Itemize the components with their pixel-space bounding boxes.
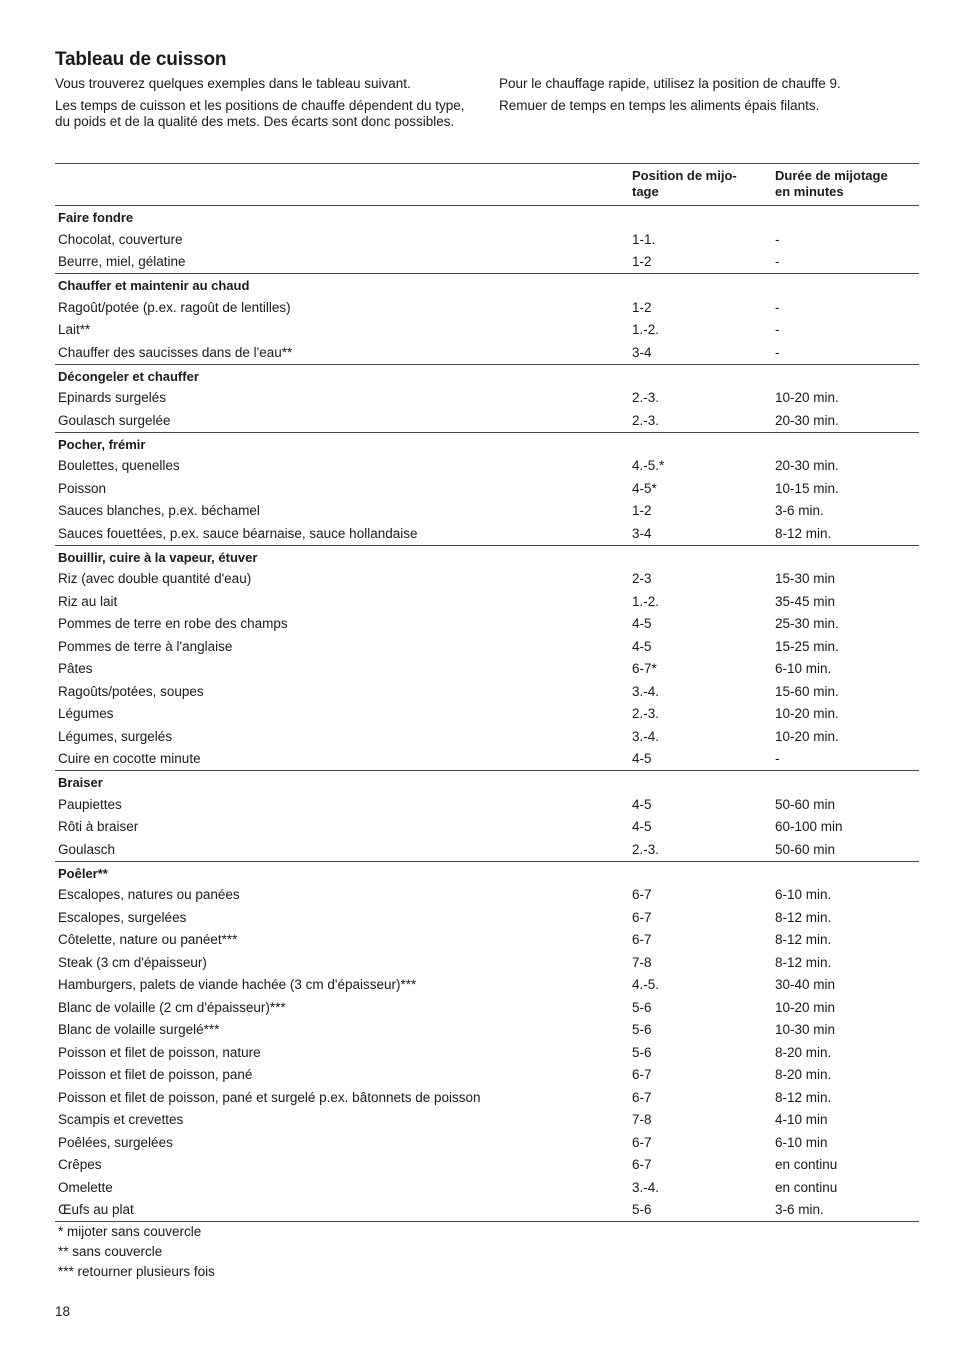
table-row [55, 658, 919, 681]
food-cell: Sauces fouettées, p.ex. sauce béarnaise, sauce hollandaise [58, 525, 418, 541]
duration-cell: 6-10 min [775, 1134, 828, 1150]
duration-cell: - [775, 751, 780, 767]
position-cell: 6-7 [632, 1134, 652, 1150]
position-cell: 5-6 [632, 999, 652, 1015]
section-title: Pocher, frémir [55, 432, 919, 455]
table-row [55, 635, 919, 658]
section-title: Poêler** [55, 861, 919, 884]
duration-cell: 8-12 min. [775, 1089, 832, 1105]
section-row [55, 364, 919, 387]
position-cell: 2.-3. [632, 706, 660, 722]
table-row [55, 228, 919, 251]
food-cell: Goulasch surgelée [58, 412, 171, 428]
food-cell: Côtelette, nature ou panéet*** [58, 932, 238, 948]
food-cell: Poisson [58, 480, 107, 496]
position-cell: 4.-5. [632, 977, 660, 993]
intro-right [499, 76, 919, 120]
table-row [55, 477, 919, 500]
table-row [55, 296, 919, 319]
table-row [55, 680, 919, 703]
position-cell: 1.-2. [632, 322, 660, 338]
food-cell: Cuire en cocotte minute [58, 751, 201, 767]
page-number: 18 [55, 1304, 71, 1319]
intro-paragraph: Vous trouverez quelques exemples dans le tableau suivant. [55, 76, 411, 91]
position-cell: 2.-3. [632, 841, 660, 857]
food-cell: Chauffer des saucisses dans de l'eau** [58, 344, 293, 360]
duration-cell: 8-12 min. [775, 954, 832, 970]
table-row [55, 1154, 919, 1177]
section-row [55, 545, 919, 568]
duration-cell: 15-25 min. [775, 638, 839, 654]
position-cell: 5-6 [632, 1044, 652, 1060]
duration-cell: 30-40 min [775, 977, 836, 993]
section-title: Chauffer et maintenir au chaud [55, 274, 919, 297]
food-cell: Escalopes, natures ou panées [58, 887, 240, 903]
footnote: *** retourner plusieurs fois [58, 1263, 215, 1279]
position-cell: 3.-4. [632, 1179, 660, 1195]
table-row [55, 1199, 919, 1222]
table-row [55, 793, 919, 816]
cooking-table [55, 163, 919, 1222]
position-cell: 2.-3. [632, 390, 660, 406]
duration-cell: 10-20 min [775, 999, 836, 1015]
table-row [55, 725, 919, 748]
food-cell: Boulettes, quenelles [58, 458, 180, 474]
food-cell: Légumes [58, 706, 114, 722]
position-cell: 1-2 [632, 254, 652, 270]
page-title: Tableau de cuisson [55, 49, 227, 70]
position-cell: 4.-5.* [632, 458, 665, 474]
duration-cell: 8-20 min. [775, 1044, 832, 1060]
position-cell: 4-5 [632, 638, 652, 654]
food-cell: Sauces blanches, p.ex. béchamel [58, 503, 260, 519]
duration-cell: 6-10 min. [775, 661, 832, 677]
table-row [55, 251, 919, 274]
duration-cell: 10-30 min [775, 1022, 836, 1038]
table-row [55, 319, 919, 342]
food-cell: Pommes de terre en robe des champs [58, 616, 288, 632]
food-cell: Riz (avec double quantité d'eau) [58, 571, 252, 587]
food-cell: Scampis et crevettes [58, 1112, 184, 1128]
duration-cell: 60-100 min [775, 819, 843, 835]
table-body [55, 206, 919, 1222]
position-cell: 4-5* [632, 480, 657, 496]
position-cell: 4-5 [632, 819, 652, 835]
duration-cell: 10-15 min. [775, 480, 839, 496]
duration-cell: 8-12 min. [775, 932, 832, 948]
table-row [55, 1131, 919, 1154]
food-cell: Légumes, surgelés [58, 728, 173, 744]
food-cell: Lait** [58, 322, 91, 338]
duration-cell: 20-30 min. [775, 458, 839, 474]
food-cell: Steak (3 cm d'épaisseur) [58, 954, 207, 970]
position-cell: 4-5 [632, 751, 652, 767]
section-row [55, 861, 919, 884]
position-cell: 3-4 [632, 344, 652, 360]
duration-cell: 3-6 min. [775, 503, 824, 519]
duration-cell: - [775, 254, 780, 270]
duration-cell: 4-10 min [775, 1112, 828, 1128]
food-cell: Ragoûts/potées, soupes [58, 683, 204, 699]
food-cell: Blanc de volaille surgelé*** [58, 1022, 220, 1038]
food-cell: Ragoût/potée (p.ex. ragoût de lentilles) [58, 299, 291, 315]
food-cell: Blanc de volaille (2 cm d'épaisseur)*** [58, 999, 286, 1015]
food-cell: Goulasch [58, 841, 116, 857]
duration-cell: - [775, 344, 780, 360]
food-cell: Poisson et filet de poisson, nature [58, 1044, 261, 1060]
duration-cell: 6-10 min. [775, 887, 832, 903]
position-cell: 6-7 [632, 1089, 652, 1105]
table-row [55, 1019, 919, 1042]
position-cell: 6-7 [632, 1067, 652, 1083]
duration-cell: - [775, 322, 780, 338]
table-row [55, 703, 919, 726]
section-row [55, 432, 919, 455]
duration-cell: 25-30 min. [775, 616, 839, 632]
position-cell: 1-2 [632, 299, 652, 315]
duration-cell: en continu [775, 1157, 838, 1173]
position-cell: 4-5 [632, 616, 652, 632]
position-cell: 5-6 [632, 1022, 652, 1038]
duration-cell: 3-6 min. [775, 1202, 824, 1218]
intro-paragraph: Pour le chauffage rapide, utilisez la position de chauffe 9. [499, 76, 841, 91]
section-row [55, 274, 919, 297]
table-row [55, 341, 919, 364]
header-position [629, 164, 772, 206]
table-row [55, 816, 919, 839]
table-row [55, 906, 919, 929]
position-cell: 6-7 [632, 1157, 652, 1173]
table-row [55, 387, 919, 410]
section-title: Braiser [55, 771, 919, 794]
intro-left [55, 76, 475, 136]
food-cell: Escalopes, surgelées [58, 909, 187, 925]
table-row [55, 951, 919, 974]
section-row [55, 771, 919, 794]
food-cell: Crêpes [58, 1157, 102, 1173]
table-row [55, 1176, 919, 1199]
food-cell: Rôti à braiser [58, 819, 139, 835]
position-cell: 3.-4. [632, 728, 660, 744]
section-title: Décongeler et chauffer [55, 364, 919, 387]
table-row [55, 996, 919, 1019]
table-row [55, 974, 919, 997]
duration-cell: 15-30 min [775, 571, 836, 587]
table-row [55, 1109, 919, 1132]
position-cell: 6-7 [632, 909, 652, 925]
food-cell: Poisson et filet de poisson, pané et surgelé p.ex. bâtonnets de poisson [58, 1089, 481, 1105]
position-cell: 1-1. [632, 231, 656, 247]
food-cell: Beurre, miel, gélatine [58, 254, 186, 270]
food-cell: Pommes de terre à l'anglaise [58, 638, 233, 654]
table-row [55, 884, 919, 907]
position-cell: 2.-3. [632, 412, 660, 428]
food-cell: Poêlées, surgelées [58, 1134, 173, 1150]
table-row [55, 590, 919, 613]
table-row [55, 838, 919, 861]
duration-cell: - [775, 299, 780, 315]
table-row [55, 1064, 919, 1087]
position-cell: 6-7 [632, 932, 652, 948]
table-row [55, 748, 919, 771]
intro-paragraph: Les temps de cuisson et les positions de chauffe dépendent du type, du poids et de la qualité des mets. Des écarts sont donc possibles. [55, 98, 465, 129]
table-row [55, 1041, 919, 1064]
position-cell: 5-6 [632, 1202, 652, 1218]
food-cell: Omelette [58, 1179, 113, 1195]
position-cell: 1.-2. [632, 593, 660, 609]
section-title: Faire fondre [58, 210, 134, 225]
table-row [55, 929, 919, 952]
duration-cell: 50-60 min [775, 841, 836, 857]
food-cell: Œufs au plat [58, 1202, 134, 1218]
table-header-row [55, 164, 919, 206]
position-cell: 6-7 [632, 887, 652, 903]
header-duration [772, 164, 919, 206]
duration-cell: 10-20 min. [775, 390, 839, 406]
duration-cell: 8-12 min. [775, 525, 832, 541]
duration-cell: 8-20 min. [775, 1067, 832, 1083]
table-row [55, 568, 919, 591]
position-cell: 2-3 [632, 571, 652, 587]
food-cell: Paupiettes [58, 796, 122, 812]
duration-cell: 10-20 min. [775, 728, 839, 744]
food-cell: Riz au lait [58, 593, 118, 609]
header-food [55, 164, 629, 206]
header-position-label: Position de mijo- tage [632, 168, 737, 199]
duration-cell: 50-60 min [775, 796, 836, 812]
position-cell: 3-4 [632, 525, 652, 541]
section-row [55, 206, 919, 229]
section-title: Bouillir, cuire à la vapeur, étuver [55, 545, 919, 568]
position-cell: 4-5 [632, 796, 652, 812]
position-cell: 7-8 [632, 954, 652, 970]
food-cell: Poisson et filet de poisson, pané [58, 1067, 253, 1083]
duration-cell: 8-12 min. [775, 909, 832, 925]
food-cell: Hamburgers, palets de viande hachée (3 cm d'épaisseur)*** [58, 977, 417, 993]
food-cell: Epinards surgelés [58, 390, 167, 406]
footnote: * mijoter sans couvercle [58, 1224, 202, 1239]
intro-paragraph: Remuer de temps en temps les aliments épais filants. [499, 98, 820, 113]
duration-cell: 15-60 min. [775, 683, 839, 699]
duration-cell: 35-45 min [775, 593, 836, 609]
position-cell: 7-8 [632, 1112, 652, 1128]
duration-cell: - [775, 231, 780, 247]
duration-cell: en continu [775, 1179, 838, 1195]
position-cell: 6-7* [632, 661, 657, 677]
header-duration-label: Durée de mijotage en minutes [775, 168, 888, 199]
food-cell: Pâtes [58, 661, 93, 677]
position-cell: 1-2 [632, 503, 652, 519]
duration-cell: 10-20 min. [775, 706, 839, 722]
footnotes [58, 1222, 215, 1281]
table-row [55, 613, 919, 636]
footnote: ** sans couvercle [58, 1243, 163, 1259]
table-row [55, 409, 919, 432]
table-row [55, 455, 919, 478]
position-cell: 3.-4. [632, 683, 660, 699]
table-row [55, 1086, 919, 1109]
duration-cell: 20-30 min. [775, 412, 839, 428]
table-row [55, 500, 919, 523]
table-row [55, 522, 919, 545]
food-cell: Chocolat, couverture [58, 231, 183, 247]
